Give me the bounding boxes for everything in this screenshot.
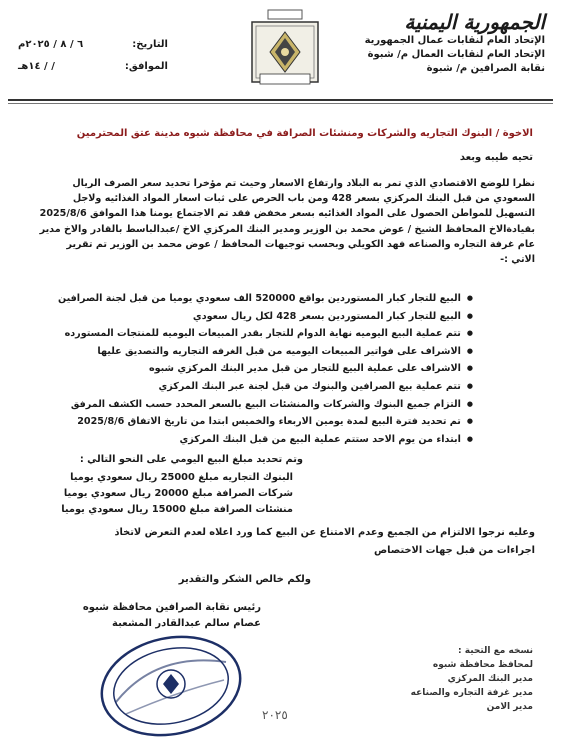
handwritten-date: ٢٠٢٥	[262, 708, 288, 722]
list-item: ● ابتداء من يوم الاحد ستتم عملية البيع من قبل البنك المركزي	[33, 431, 473, 449]
emblem-icon	[240, 8, 330, 92]
closing-line: وعليه نرجوا الالتزام من الجميع وعدم الامتناع عن البيع كما ورد اعلاه لعدم التعرض لاتخاذ	[114, 527, 535, 538]
list-item: ● البيع للتجار كبار المستوردين بواقع 520000 الف سعودي يوميا من قبل لجنة الصرافين	[33, 290, 473, 308]
letterhead-line-3: نقابة الصرافين م/ شبوة	[426, 63, 545, 74]
closing-paragraph	[23, 524, 535, 560]
official-stamp	[96, 632, 246, 738]
date-block	[18, 34, 168, 78]
paragraph-line: السعودي من قبل البنك المركزي بسعر 428 ومن باب الحرص على ثبات اسعار المواد الغذائيه ولاجل	[72, 193, 535, 205]
paragraph-line: الاتي :-	[500, 254, 535, 266]
union-emblem	[240, 8, 330, 92]
letterhead-line-2: الإتحاد العام لنقابات العمال م/ شبوة	[367, 49, 545, 60]
letterhead-logo-text: الجمهورية اليمنية	[404, 10, 545, 34]
hijri-label: الموافق:	[124, 61, 168, 72]
paragraph-line: عام غرفة التجاره والصناعه فهد الكويلي وبحسب توجيهات المحافظ / عوض محمد بن الوزير تم تقرير	[66, 238, 535, 250]
signatory-title: رئيس نقابة الصرافين محافظة شبوه	[82, 602, 261, 613]
signature-block	[83, 600, 261, 632]
letterhead-line-1: الإتحاد العام لنقابات عمال الجمهورية	[364, 35, 545, 46]
daily-amounts	[61, 452, 303, 518]
intro-paragraph	[23, 176, 535, 267]
paragraph-line: التسهيل للمواطن الحصول على المواد الغذائيه بسعر مخفض فقد تم الاجتماع يومنا هذا الموافق 2025/8/6	[39, 208, 535, 220]
header-divider-thin	[8, 103, 553, 104]
closing-line: اجراءات من قبل جهات الاختصاص	[373, 545, 535, 556]
copy-recipient: مدير الامن	[486, 702, 533, 712]
greeting: تحيه طيبه وبعد	[459, 152, 533, 163]
copy-recipient: مدير البنك المركزي	[447, 674, 533, 684]
date-label: التاريخ:	[132, 39, 168, 50]
thanks-line: ولكم خالص الشكر والتقدير	[178, 574, 311, 585]
daily-intro: وتم تحديد مبلغ البيع اليومي على النحو التالي :	[79, 454, 303, 465]
list-item: ● تتم عملية البيع اليوميه نهاية الدوام للتجار بقدر المبيعات اليوميه للمنتجات المستورده	[33, 325, 473, 343]
copy-recipient: لمحافظ محافظة شبوه	[432, 660, 533, 670]
paragraph-line: نظرا للوضع الاقتصادي الذي تمر به البلاد وارتفاع الاسعار وحيث تم مؤخرا تحديد سعر الصرف الريال	[72, 178, 535, 189]
list-item: ● البيع للتجار كبار المستوردين بسعر 428 لكل ريال سعودي	[33, 308, 473, 326]
daily-item: شركات الصرافة مبلغ 20000 ريال سعودي يوميا	[63, 488, 293, 499]
hijri-value: / / ١٤هـ	[18, 61, 55, 72]
header-divider	[8, 99, 553, 101]
signatory-name: عصام سالم عبدالقادر المشعبة	[112, 618, 261, 629]
paragraph-line: بقيادةالاخ المحافظ الشيخ / عوض محمد بن الوزير ومدير البنك المركزي الاخ /عبدالباسط بالقادر والاخ مدير	[39, 223, 535, 235]
list-item: ● تتم عملية بيع الصرافين والبنوك من قبل لجنة عبر البنك المركزي	[33, 378, 473, 396]
daily-item: البنوك التجاريه مبلغ 25000 ريال سعودي يوميا	[70, 472, 293, 483]
list-item: ● الاشراف على فواتير المبيعات اليوميه من قبل الغرفه التجاريه والتصديق عليها	[33, 343, 473, 361]
copies-title: نسخه مع التحية :	[458, 646, 533, 656]
decision-list	[33, 290, 473, 448]
list-item: ● الاشراف على عملية البيع للتجار من قبل مدير البنك المركزي شبوه	[33, 360, 473, 378]
copy-recipient: مدير غرفة التجاره والصناعه	[410, 688, 533, 698]
list-item: ● تم تحديد فترة البيع لمدة يومين الاربعاء والخميس ابتدا من تاريخ الاتفاق 2025/8/6	[33, 413, 473, 431]
copies-block	[411, 644, 533, 714]
letterhead-right	[335, 10, 545, 76]
list-item: ● التزام جميع البنوك والشركات والمنشئات البيع بالسعر المحدد حسب الكشف المرفق	[33, 396, 473, 414]
date-value: ٦ / ٨ / ٢٠٢٥م	[18, 39, 84, 50]
addressee-line: الاخوة / البنوك التجاريه والشركات ومنشئات الصرافة في محافظة شبوه مدينة عتق المحترمين	[76, 128, 533, 139]
daily-item: منشئات الصرافة مبلغ 15000 ريال سعودي يوميا	[61, 504, 293, 515]
stamp-icon	[96, 632, 246, 738]
